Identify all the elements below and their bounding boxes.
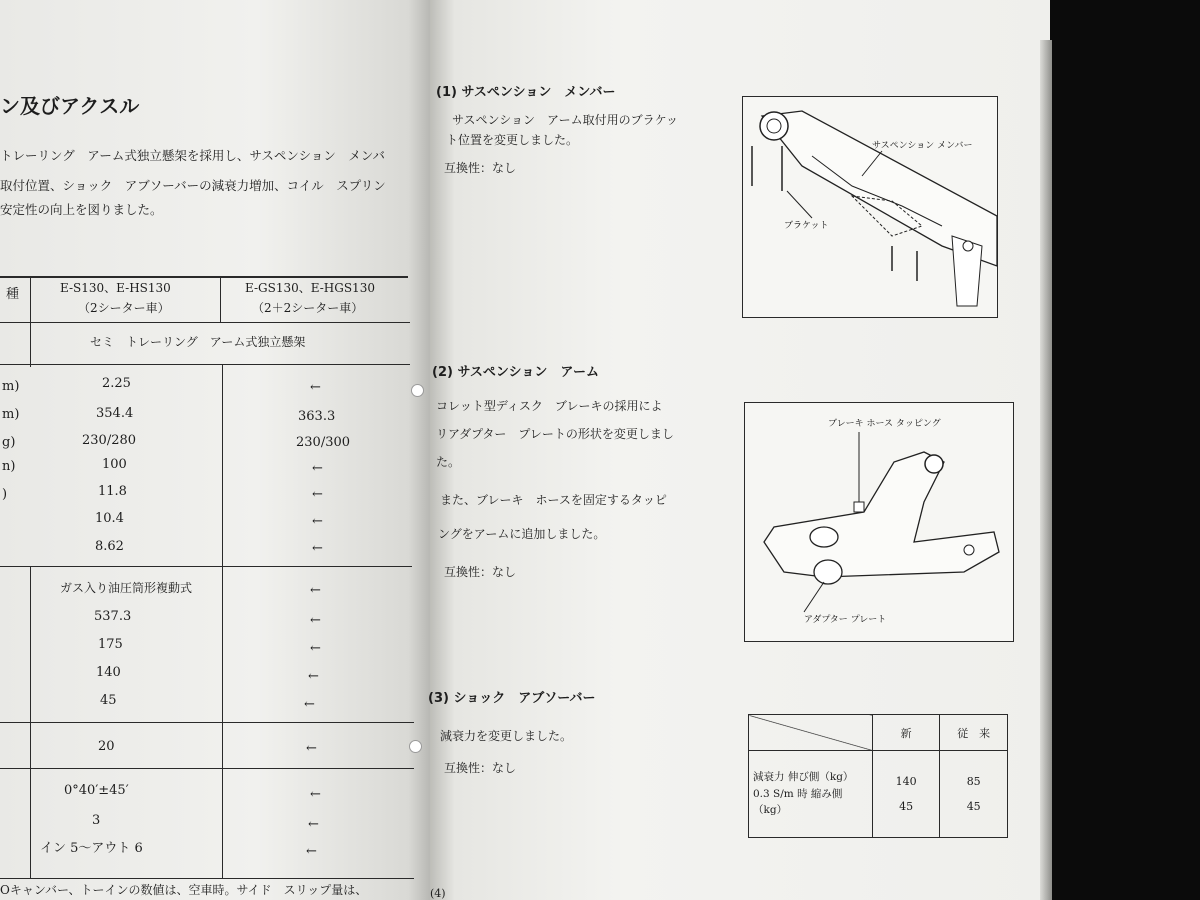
cond-c: 時 (797, 787, 808, 800)
cell-g1-r1-col1: 2.25 (102, 376, 131, 391)
member-label: サスペンション メンバー (872, 141, 973, 151)
cell-g1-r7-col2: ← (312, 541, 323, 556)
hose-label: ブレーキ ホース タッピング (828, 419, 941, 429)
s2-line-5: ングをアームに追加しました。 (438, 527, 606, 541)
cond-b: S/m (773, 787, 794, 800)
cell-g1-r3-col1: 230/280 (82, 433, 137, 448)
cell-g4-r1-col2: ← (310, 787, 321, 802)
left-page (0, 0, 430, 900)
cell-g1-r6-col2: ← (312, 514, 323, 529)
row-stub-1: m) (2, 379, 20, 394)
table-col2-header-b: （2＋2シーター車） (252, 301, 364, 315)
cell-g1-r6-col1: 10.4 (95, 511, 124, 526)
table-col1-header-b: （2シーター車） (78, 301, 170, 315)
cell-g2-r5-col2: ← (304, 697, 315, 712)
cell-g4-r2-col1: 3 (92, 813, 101, 828)
cell-g2-r5-col1: 45 (100, 693, 117, 708)
bottom-section-mark: (4) (430, 887, 446, 900)
s1-line-2: ト位置を変更しました。 (446, 133, 579, 147)
s2-line-3: た。 (436, 455, 461, 469)
head-new: 新 (872, 715, 940, 751)
table-col-header-stub: 種 (6, 287, 20, 302)
adapter-label: アダプター プレート (804, 615, 887, 625)
s1-title: (1) サスペンション メンバー (436, 85, 616, 100)
cell-g3-r1-col1: 20 (98, 739, 115, 754)
bracket-label: ブラケット (784, 221, 829, 231)
row-label-ext: 伸び側（kg） (787, 770, 854, 783)
intro-line-3: 安定性の向上を図りました。 (0, 202, 163, 217)
cell-g2-r1-col1: ガス入り油圧筒形複動式 (60, 581, 193, 595)
table-diagonal-cell (749, 715, 873, 751)
old-values (940, 751, 1008, 838)
cell-g4-r3-col2: ← (306, 844, 317, 859)
section-heading: ン及びアクスル (0, 94, 140, 118)
cell-g4-r1-col1: 0°40′±45′ (64, 783, 129, 798)
suspension-member-figure (742, 96, 998, 318)
table-col1-header-a: E-S130、E-HS130 (60, 281, 171, 295)
old-comp: 45 (966, 800, 981, 813)
cell-g2-r2-col2: ← (310, 613, 321, 628)
new-comp: 45 (899, 800, 914, 813)
cell-g1-r5-col1: 11.8 (98, 484, 127, 499)
binding-hole (409, 740, 422, 753)
suspension-arm-figure (744, 402, 1014, 642)
cell-g1-r1-col2: ← (310, 380, 321, 395)
cell-g1-r2-col2: 363.3 (298, 409, 336, 424)
s2-line-1: コレット型ディスク ブレーキの採用によ (436, 399, 663, 413)
row-stub-2: m) (2, 407, 20, 422)
cell-g2-r4-col2: ← (308, 669, 319, 684)
table-col2-header-a: E-GS130、E-HGS130 (245, 281, 375, 295)
cell-g1-r3-col2: 230/300 (296, 435, 351, 450)
cell-g4-r2-col2: ← (308, 817, 319, 832)
cell-g2-r1-col2: ← (310, 583, 321, 598)
cell-g4-r3-col1: イン 5～アウト 6 (40, 841, 143, 856)
new-ext: 140 (895, 774, 917, 788)
s1-compat: 互換性：なし (444, 161, 517, 175)
new-values (872, 751, 940, 838)
cell-g1-r4-col2: ← (312, 461, 323, 476)
binding-hole (411, 384, 424, 397)
footnote: Oキャンバー、トーインの数値は、空車時。サイド スリップ量は、 (0, 883, 368, 897)
cond-a: 0.3 (753, 787, 770, 800)
cell-g3-r1-col2: ← (306, 741, 317, 756)
row-label: 減衰力 (753, 770, 785, 783)
intro-line-1: トレーリング アーム式独立懸架を採用し、サスペンション メンバ (0, 148, 385, 163)
row-stub-5: ) (2, 487, 8, 502)
cell-g1-r7-col1: 8.62 (95, 539, 124, 554)
s2-compat: 互換性：なし (444, 565, 517, 579)
head-old: 従 来 (940, 715, 1008, 751)
s3-line-1: 減衰力を変更しました。 (440, 729, 573, 743)
row-label-comp: 縮み側（kg） (753, 787, 843, 817)
cell-g2-r4-col1: 140 (96, 665, 121, 680)
cell-g1-r5-col2: ← (312, 487, 323, 502)
table-span-row: セミ トレーリング アーム式独立懸架 (90, 335, 306, 349)
s2-title: (2) サスペンション アーム (432, 365, 599, 380)
old-ext: 85 (966, 774, 981, 788)
s2-line-2: リアダプター プレートの形状を変更しまし (436, 427, 674, 441)
page-stack-edge (1040, 40, 1052, 900)
shock-absorber-table (748, 714, 1008, 838)
s3-compat: 互換性：なし (444, 761, 517, 775)
s3-title: (3) ショック アブソーバー (428, 691, 596, 706)
cell-g1-r2-col1: 354.4 (96, 406, 134, 421)
s1-line-1: サスペンション アーム取付用のブラケッ (452, 113, 679, 127)
cell-g2-r3-col2: ← (310, 641, 321, 656)
cell-g2-r3-col1: 175 (98, 637, 123, 652)
row-stub-3: g) (2, 435, 16, 450)
condition-cell (749, 751, 873, 838)
row-stub-4: n) (2, 459, 16, 474)
cell-g2-r2-col1: 537.3 (94, 609, 132, 624)
intro-line-2: 取付位置、ショック アブソーバーの減衰力増加、コイル スプリン (0, 178, 386, 193)
cell-g1-r4-col1: 100 (102, 457, 127, 472)
s2-line-4: また、ブレーキ ホースを固定するタッピ (440, 493, 667, 507)
